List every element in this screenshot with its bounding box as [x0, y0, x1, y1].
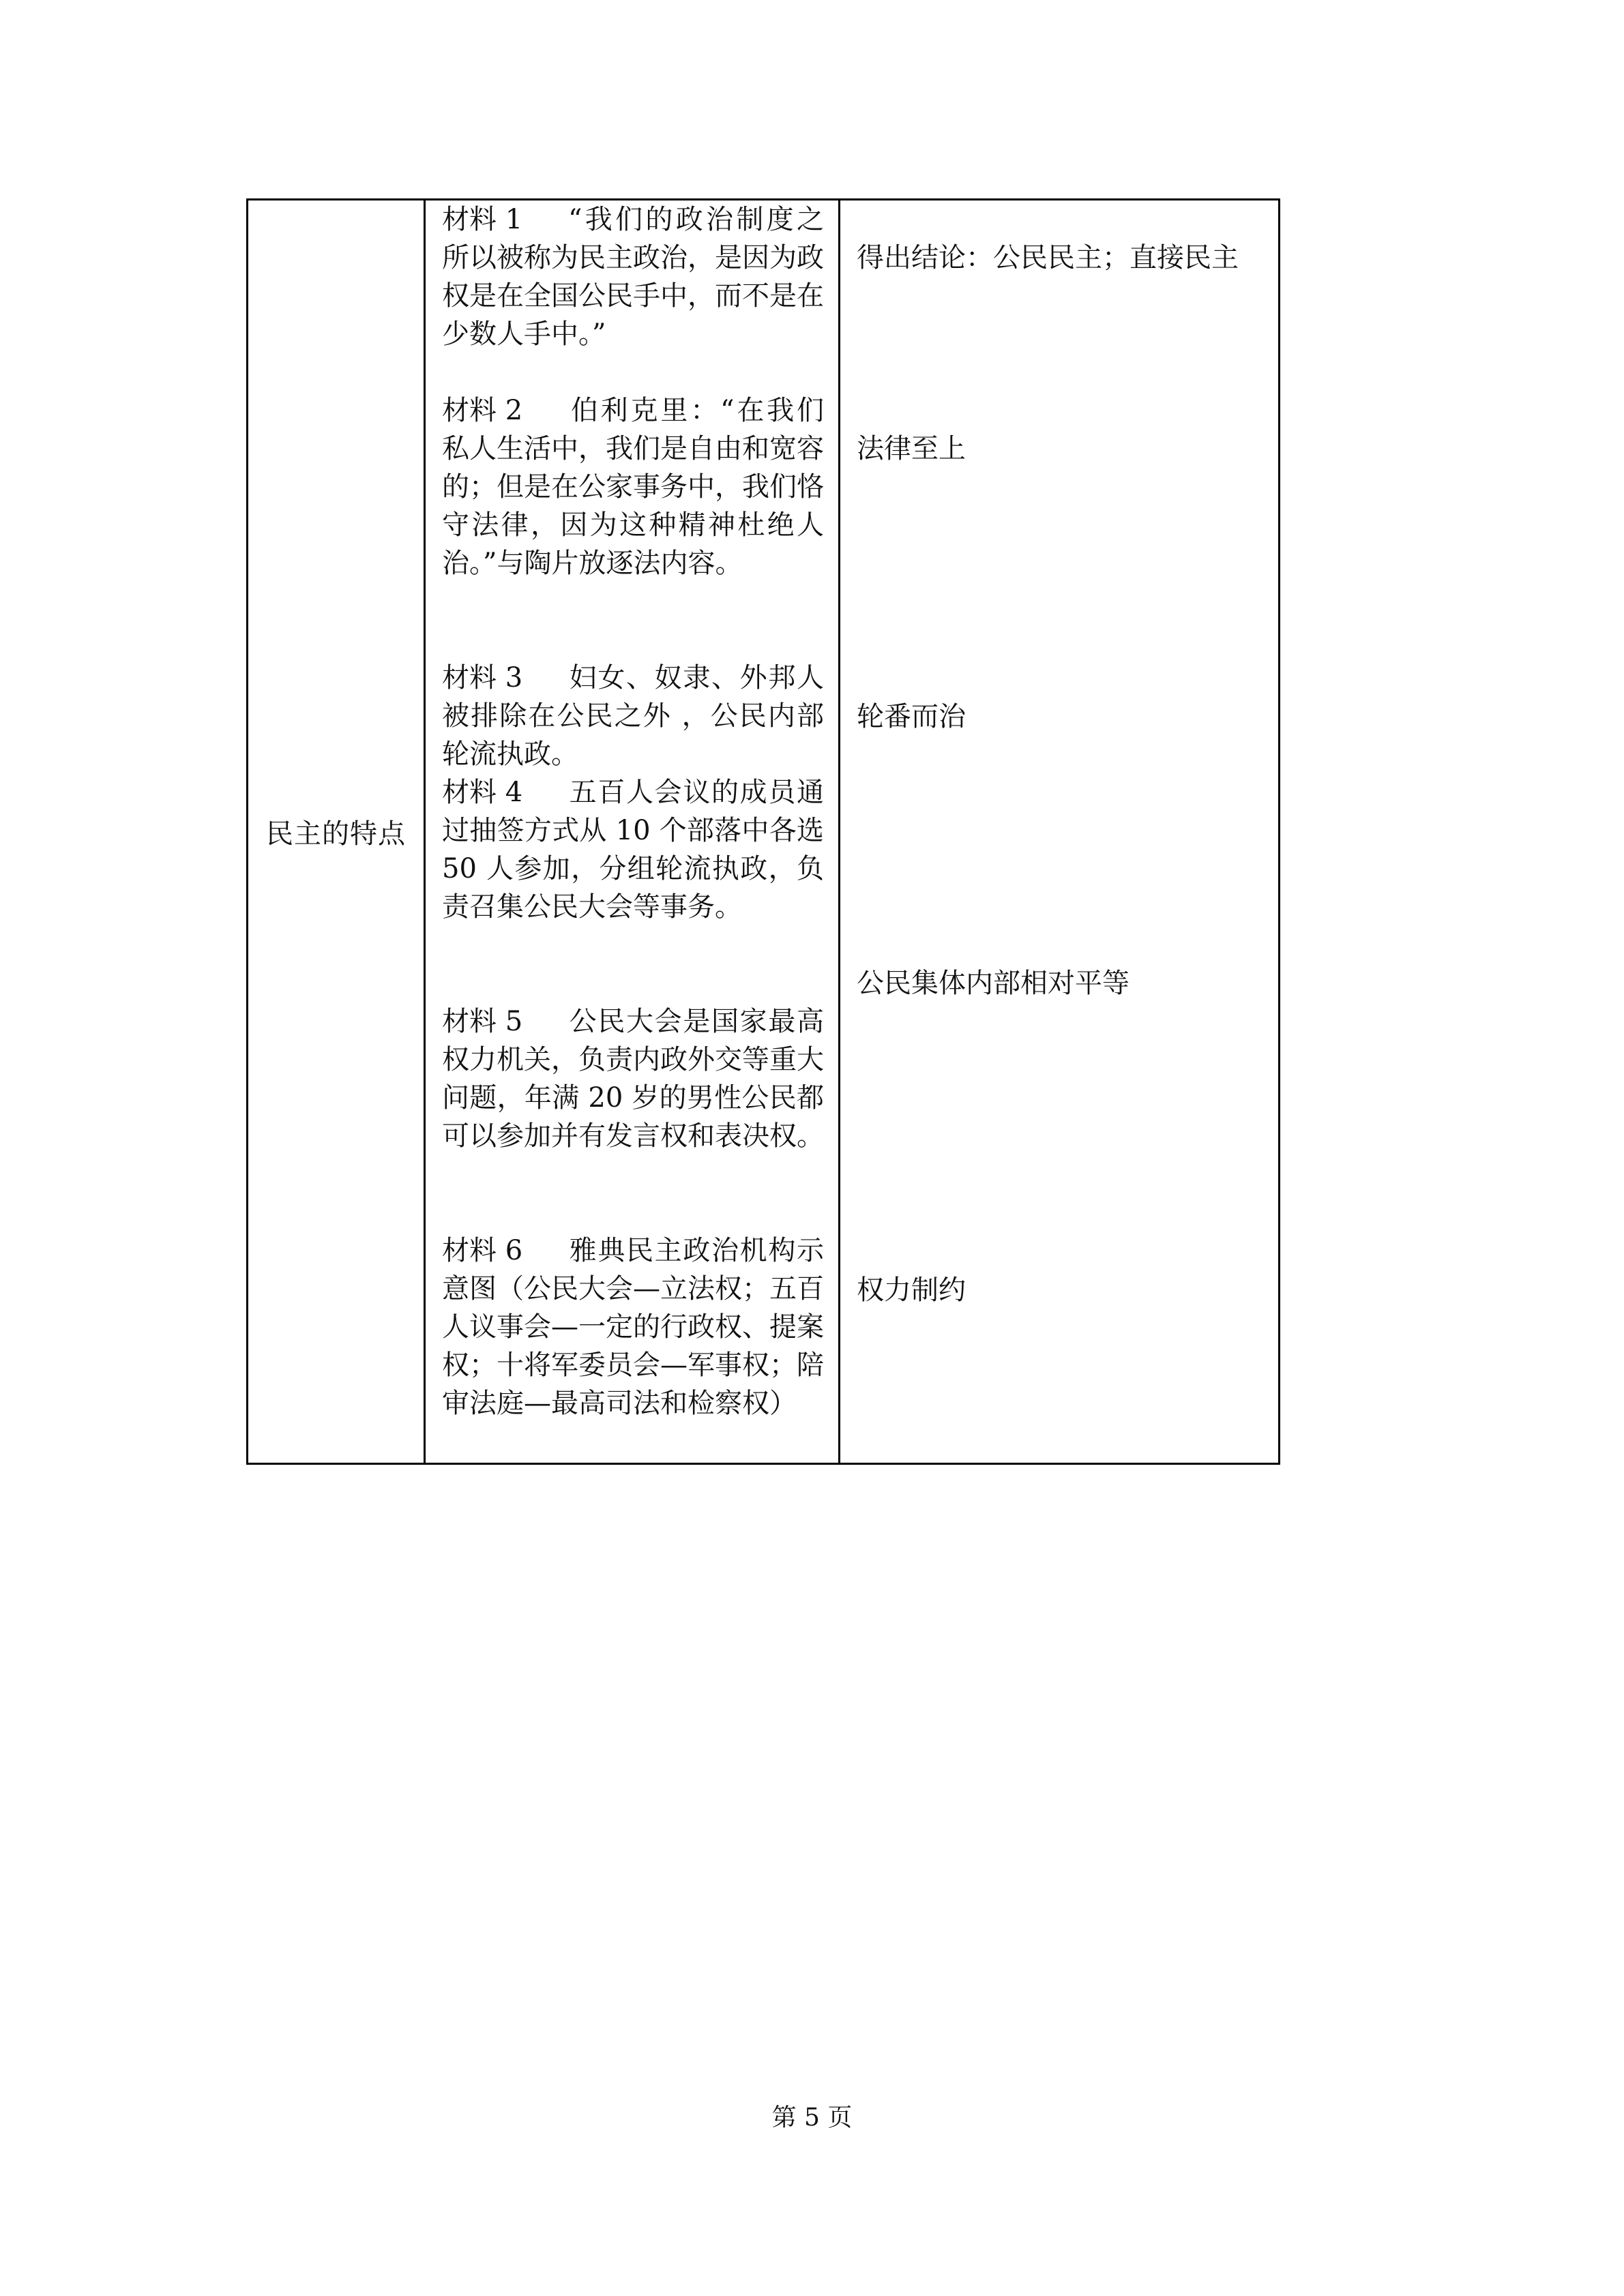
conclusion-4: 公民集体内部相对平等 [857, 968, 1130, 999]
material-text: 五百人会议的成员通过抽签方式从 10 个部落中各选 50 人参加，分组轮流执政，负责召集公民大会等事务。 [442, 777, 824, 923]
material-5 [442, 1002, 824, 1155]
material-text: “我们的政治制度之所以被称为民主政治，是因为政权是在全国公民手中，而不是在少数人手中。” [442, 204, 824, 350]
material-label: 材料 2 [442, 395, 523, 426]
material-text: 妇女、奴隶、外邦人被排除在公民之外 ，公民内部轮流执政。 [442, 662, 824, 770]
material-label: 材料 3 [442, 662, 523, 694]
column-divider [838, 200, 840, 1463]
material-label: 材料 4 [442, 777, 523, 808]
conclusion-2: 法律至上 [857, 433, 966, 464]
conclusion-5: 权力制约 [857, 1274, 966, 1306]
material-text: 公民大会是国家最高权力机关，负责内政外交等重大问题，年满 20 岁的男性公民都可以参加并有发言权和表决权。 [442, 1006, 824, 1152]
material-text: 雅典民主政治机构示意图（公民大会—立法权；五百人议事会—一定的行政权、提案权；十将军委员会—军事权；陪审法庭—最高司法和检察权） [442, 1235, 824, 1419]
material-label: 材料 1 [442, 204, 523, 235]
material-text: 伯利克里：“在我们私人生活中，我们是自由和宽容的；但是在公家事务中，我们恪守法律，因为这种精神杜绝人治。”与陶片放逐法内容。 [442, 395, 824, 579]
material-6 [442, 1232, 824, 1422]
material-label: 材料 6 [442, 1235, 523, 1266]
material-3 [442, 659, 824, 773]
conclusion-3: 轮番而治 [857, 701, 966, 732]
material-1 [442, 200, 824, 353]
column-divider [424, 200, 426, 1463]
material-2 [442, 391, 824, 582]
material-label: 材料 5 [442, 1006, 523, 1037]
row-label: 民主的特点 [266, 818, 406, 850]
content-table [246, 198, 1280, 1465]
material-4 [442, 773, 824, 926]
row-label-cell [248, 200, 424, 1463]
page-number: 第 5 页 [771, 2104, 853, 2132]
conclusion-1: 得出结论：公民民主；直接民主 [857, 242, 1239, 273]
